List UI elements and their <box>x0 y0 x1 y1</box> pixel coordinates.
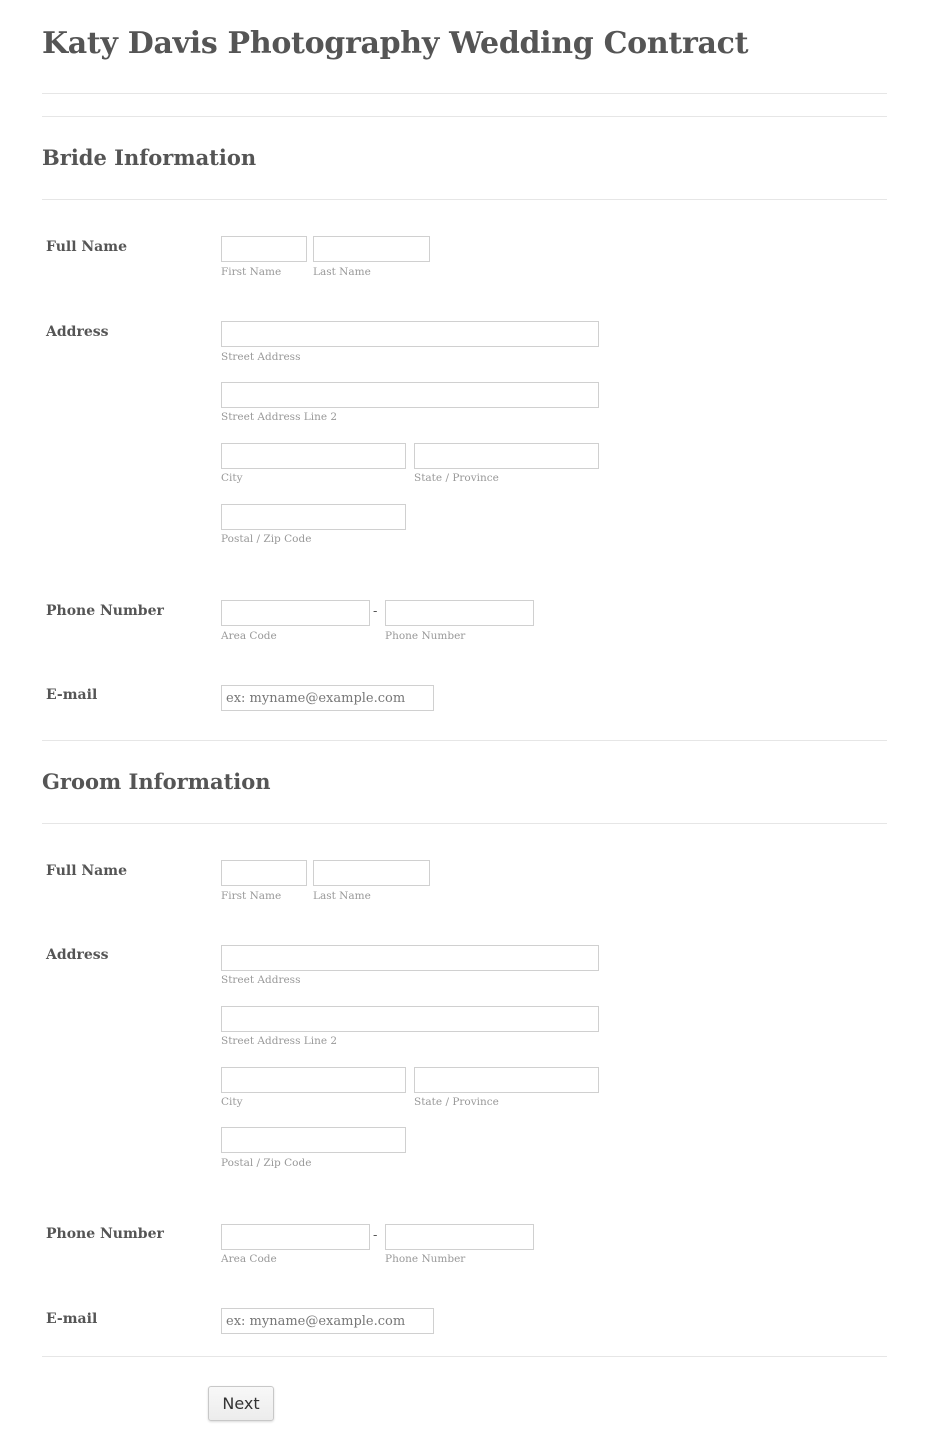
phone-separator: - <box>373 1228 378 1243</box>
phone-separator: - <box>373 604 378 619</box>
bride-city-sublabel: City <box>221 472 243 484</box>
bride-street-address-input[interactable] <box>221 321 599 347</box>
groom-street-address-2-input[interactable] <box>221 1006 599 1032</box>
bride-email-input[interactable] <box>221 685 434 711</box>
bride-full-name-label: Full Name <box>46 239 127 255</box>
bride-area-code-sublabel: Area Code <box>221 630 277 642</box>
groom-phone-label: Phone Number <box>46 1226 164 1242</box>
bride-city-input[interactable] <box>221 443 406 469</box>
bride-street-address-2-sublabel: Street Address Line 2 <box>221 411 338 423</box>
divider <box>42 199 887 200</box>
groom-phone-number-sublabel: Phone Number <box>385 1253 466 1265</box>
groom-last-name-sublabel: Last Name <box>313 890 371 902</box>
groom-first-name-sublabel: First Name <box>221 890 282 902</box>
bride-phone-label: Phone Number <box>46 603 164 619</box>
groom-street-address-sublabel: Street Address <box>221 974 301 986</box>
divider <box>42 116 887 117</box>
groom-area-code-input[interactable] <box>221 1224 370 1250</box>
groom-city-input[interactable] <box>221 1067 406 1093</box>
groom-city-sublabel: City <box>221 1096 243 1108</box>
groom-street-address-2-sublabel: Street Address Line 2 <box>221 1035 338 1047</box>
groom-phone-number-input[interactable] <box>385 1224 534 1250</box>
groom-area-code-sublabel: Area Code <box>221 1253 277 1265</box>
divider <box>42 823 887 824</box>
groom-address-label: Address <box>46 947 109 963</box>
bride-section-title: Bride Information <box>42 145 257 170</box>
groom-section-title: Groom Information <box>42 769 271 794</box>
bride-state-sublabel: State / Province <box>414 472 499 484</box>
bride-first-name-sublabel: First Name <box>221 266 282 278</box>
bride-street-address-2-input[interactable] <box>221 382 599 408</box>
bride-area-code-input[interactable] <box>221 600 370 626</box>
bride-zip-input[interactable] <box>221 504 406 530</box>
bride-zip-sublabel: Postal / Zip Code <box>221 533 312 545</box>
bride-address-label: Address <box>46 324 109 340</box>
bride-state-input[interactable] <box>414 443 599 469</box>
bride-email-label: E-mail <box>46 687 98 703</box>
groom-zip-sublabel: Postal / Zip Code <box>221 1157 312 1169</box>
groom-state-input[interactable] <box>414 1067 599 1093</box>
bride-last-name-input[interactable] <box>313 236 430 262</box>
bride-phone-number-sublabel: Phone Number <box>385 630 466 642</box>
divider <box>42 740 887 741</box>
bride-street-address-sublabel: Street Address <box>221 351 301 363</box>
page-title: Katy Davis Photography Wedding Contract <box>42 26 749 61</box>
groom-street-address-input[interactable] <box>221 945 599 971</box>
groom-last-name-input[interactable] <box>313 860 430 886</box>
next-button[interactable]: Next <box>208 1386 274 1421</box>
divider <box>42 1356 887 1357</box>
bride-first-name-input[interactable] <box>221 236 307 262</box>
groom-zip-input[interactable] <box>221 1127 406 1153</box>
divider <box>42 93 887 94</box>
bride-phone-number-input[interactable] <box>385 600 534 626</box>
groom-state-sublabel: State / Province <box>414 1096 499 1108</box>
groom-email-label: E-mail <box>46 1311 98 1327</box>
groom-email-input[interactable] <box>221 1308 434 1334</box>
bride-last-name-sublabel: Last Name <box>313 266 371 278</box>
groom-first-name-input[interactable] <box>221 860 307 886</box>
groom-full-name-label: Full Name <box>46 863 127 879</box>
